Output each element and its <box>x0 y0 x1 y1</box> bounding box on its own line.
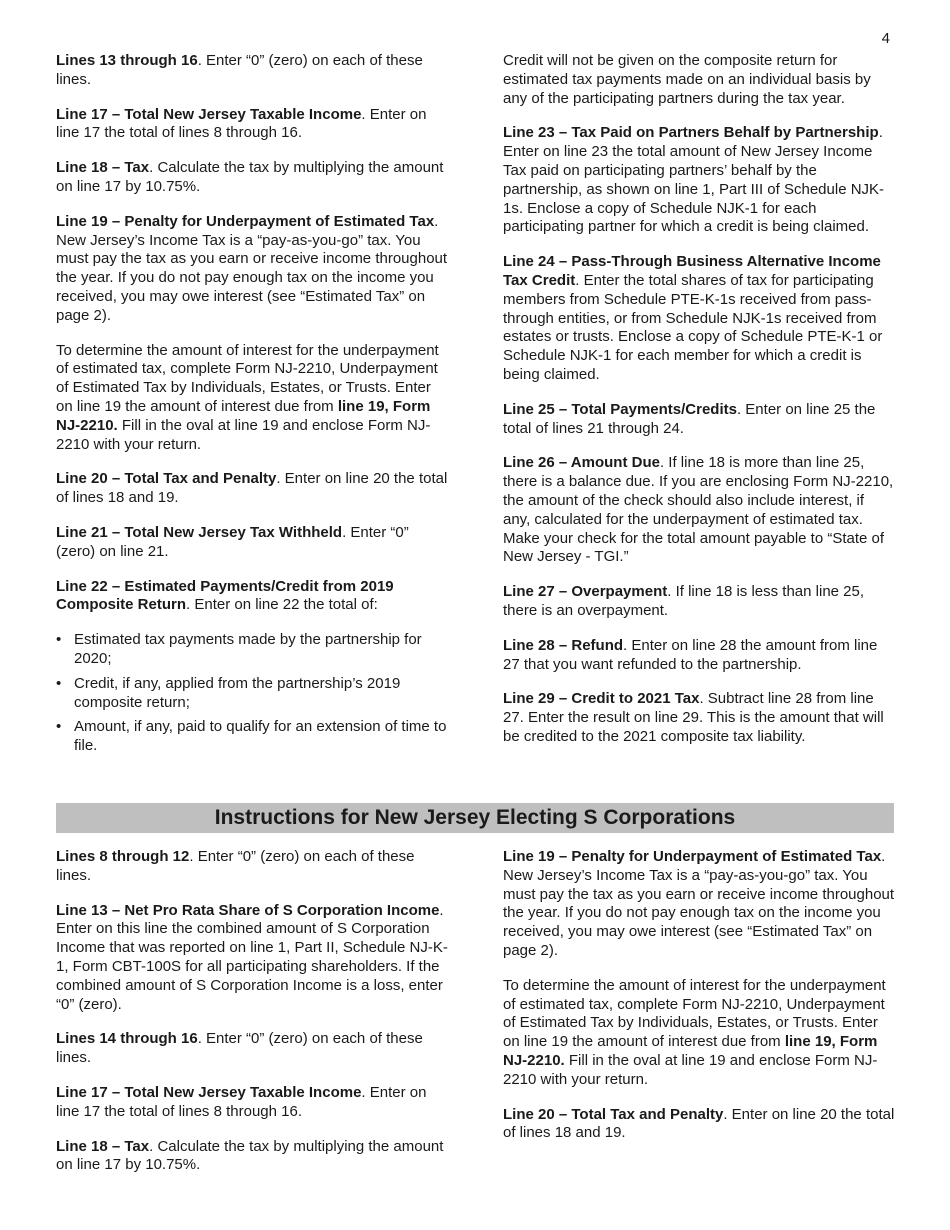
section-title-banner: Instructions for New Jersey Electing S Corporations <box>56 803 894 833</box>
list-item: • Estimated tax payments made by the partnership for 2020; <box>74 631 448 669</box>
paragraph: Line 20 – Total Tax and Penalty. Enter on line 20 the total of lines 18 and 19. <box>56 470 448 507</box>
paragraph: To determine the amount of interest for the underpayment of estimated tax, complete Form NJ-2210, Underpayment of Estimated Tax by Individuals, Estates, or Trusts. Enter on line 19 the amount of interest due from line 19, Form NJ-2210. Fill in the oval at line 19 and enclose Form NJ-2210 with your return. <box>56 341 439 453</box>
paragraph: Line 25 – Total Payments/Credits. Enter on line 25 the total of lines 21 through 24. <box>503 400 876 437</box>
paragraph: Line 21 – Total New Jersey Tax Withheld. Enter “0” (zero) on line 21. <box>56 523 409 560</box>
s-corp-instructions-right-column <box>503 848 895 1159</box>
paragraph: Line 27 – Overpayment. If line 18 is less than line 25, there is an overpayment. <box>503 583 865 619</box>
paragraph: Lines 13 through 16. Enter “0” (zero) on each of these lines. <box>56 52 423 88</box>
paragraph: Line 26 – Amount Due. If line 18 is more than line 25, there is a balance due. If you are enclosing Form NJ-2210, the amount of the check should also include interest, if any, calculated for the underpayment of estimated tax. Make your check for the total amount payable to “State of New Jersey - TGI.” <box>503 454 894 566</box>
paragraph: Line 19 – Penalty for Underpayment of Estimated Tax. New Jersey’s Income Tax is a “pay-as-you-go” tax. You must pay the tax as you earn or receive income throughout the year. If you do not pay enough tax on the income you received, you may owe interest (see “Estimated Tax” on page 2). <box>56 212 448 324</box>
paragraph: Line 22 – Estimated Payments/Credit from 2019 Composite Return. Enter on line 22 the total of: <box>56 577 394 614</box>
paragraph: To determine the amount of interest for the underpayment of estimated tax, complete Form NJ-2210, Underpayment of Estimated Tax by Individuals, Estates, or Trusts. Enter on line 19 the amount of interest due from line 19, Form NJ-2210. Fill in the oval at line 19 and enclose Form NJ-2210 with your return. <box>503 976 886 1088</box>
paragraph: Line 17 – Total New Jersey Taxable Income. Enter on line 17 the total of lines 8 through 16. <box>56 105 427 142</box>
list-item: • Credit, if any, applied from the partnership’s 2019 composite return; <box>74 675 448 713</box>
paragraph: Line 24 – Pass-Through Business Alternative Income Tax Credit. Enter the total shares of tax for participating members from Schedule PTE-K-1s received from pass-through entities, or from Schedule NJK-1s received from estates or trusts. Enclose a copy of Schedule PTE-K-1 or Schedule NJK-1 for each member for which a credit is being claimed. <box>503 253 883 383</box>
paragraph: Line 18 – Tax. Calculate the tax by multiplying the amount on line 17 by 10.75%. <box>56 1137 444 1174</box>
s-corp-instructions-left-column <box>56 848 448 1191</box>
estimated-payments-list <box>56 631 448 756</box>
paragraph: Line 29 – Credit to 2021 Tax. Subtract line 28 from line 27. Enter the result on line 29. This is the amount that will be credited to the 2021 composite tax liability. <box>503 690 884 745</box>
paragraph: Lines 14 through 16. Enter “0” (zero) on each of these lines. <box>56 1030 423 1067</box>
paragraph: Line 28 – Refund. Enter on line 28 the amount from line 27 that you want refunded to the partnership. <box>503 636 878 673</box>
paragraph: Line 13 – Net Pro Rata Share of S Corporation Income. Enter on this line the combined amount of S Corporation Income that was reported on line 1, Part II, Schedule NJ-K-1, Form CBT-100S for all participating shareholders. If the combined amount of S Corporation Income is a loss, enter “0” (zero). <box>56 901 448 1013</box>
paragraph: Credit will not be given on the composite return for estimated tax payments made on an individual basis by any of the participating partners during the tax year. <box>503 52 871 107</box>
paragraph: Line 23 – Tax Paid on Partners Behalf by Partnership. Enter on line 23 the total amount of New Jersey Income Tax paid on participating partners’ behalf by the partnership, as shown on line 1, Part III of Schedule NJK-1s. Enclose a copy of Schedule NJK-1 for each participating partner for which a credit is being claimed. <box>503 124 885 236</box>
partnership-instructions-right-column <box>503 52 895 763</box>
paragraph: Line 18 – Tax. Calculate the tax by multiplying the amount on line 17 by 10.75%. <box>56 159 444 195</box>
paragraph: Line 19 – Penalty for Underpayment of Estimated Tax. New Jersey’s Income Tax is a “pay-as-you-go” tax. You must pay the tax as you earn or receive income throughout the year. If you do not pay enough tax on the income you received, you may owe interest (see “Estimated Tax” on page 2). <box>503 848 895 959</box>
paragraph: Line 20 – Total Tax and Penalty. Enter on line 20 the total of lines 18 and 19. <box>503 1105 895 1142</box>
partnership-instructions-left-column <box>56 52 448 762</box>
paragraph: Line 17 – Total New Jersey Taxable Income. Enter on line 17 the total of lines 8 through 16. <box>56 1083 427 1120</box>
list-item: • Amount, if any, paid to qualify for an extension of time to file. <box>74 718 448 756</box>
paragraph: Lines 8 through 12. Enter “0” (zero) on each of these lines. <box>56 848 415 884</box>
page-number: 4 <box>881 30 890 47</box>
